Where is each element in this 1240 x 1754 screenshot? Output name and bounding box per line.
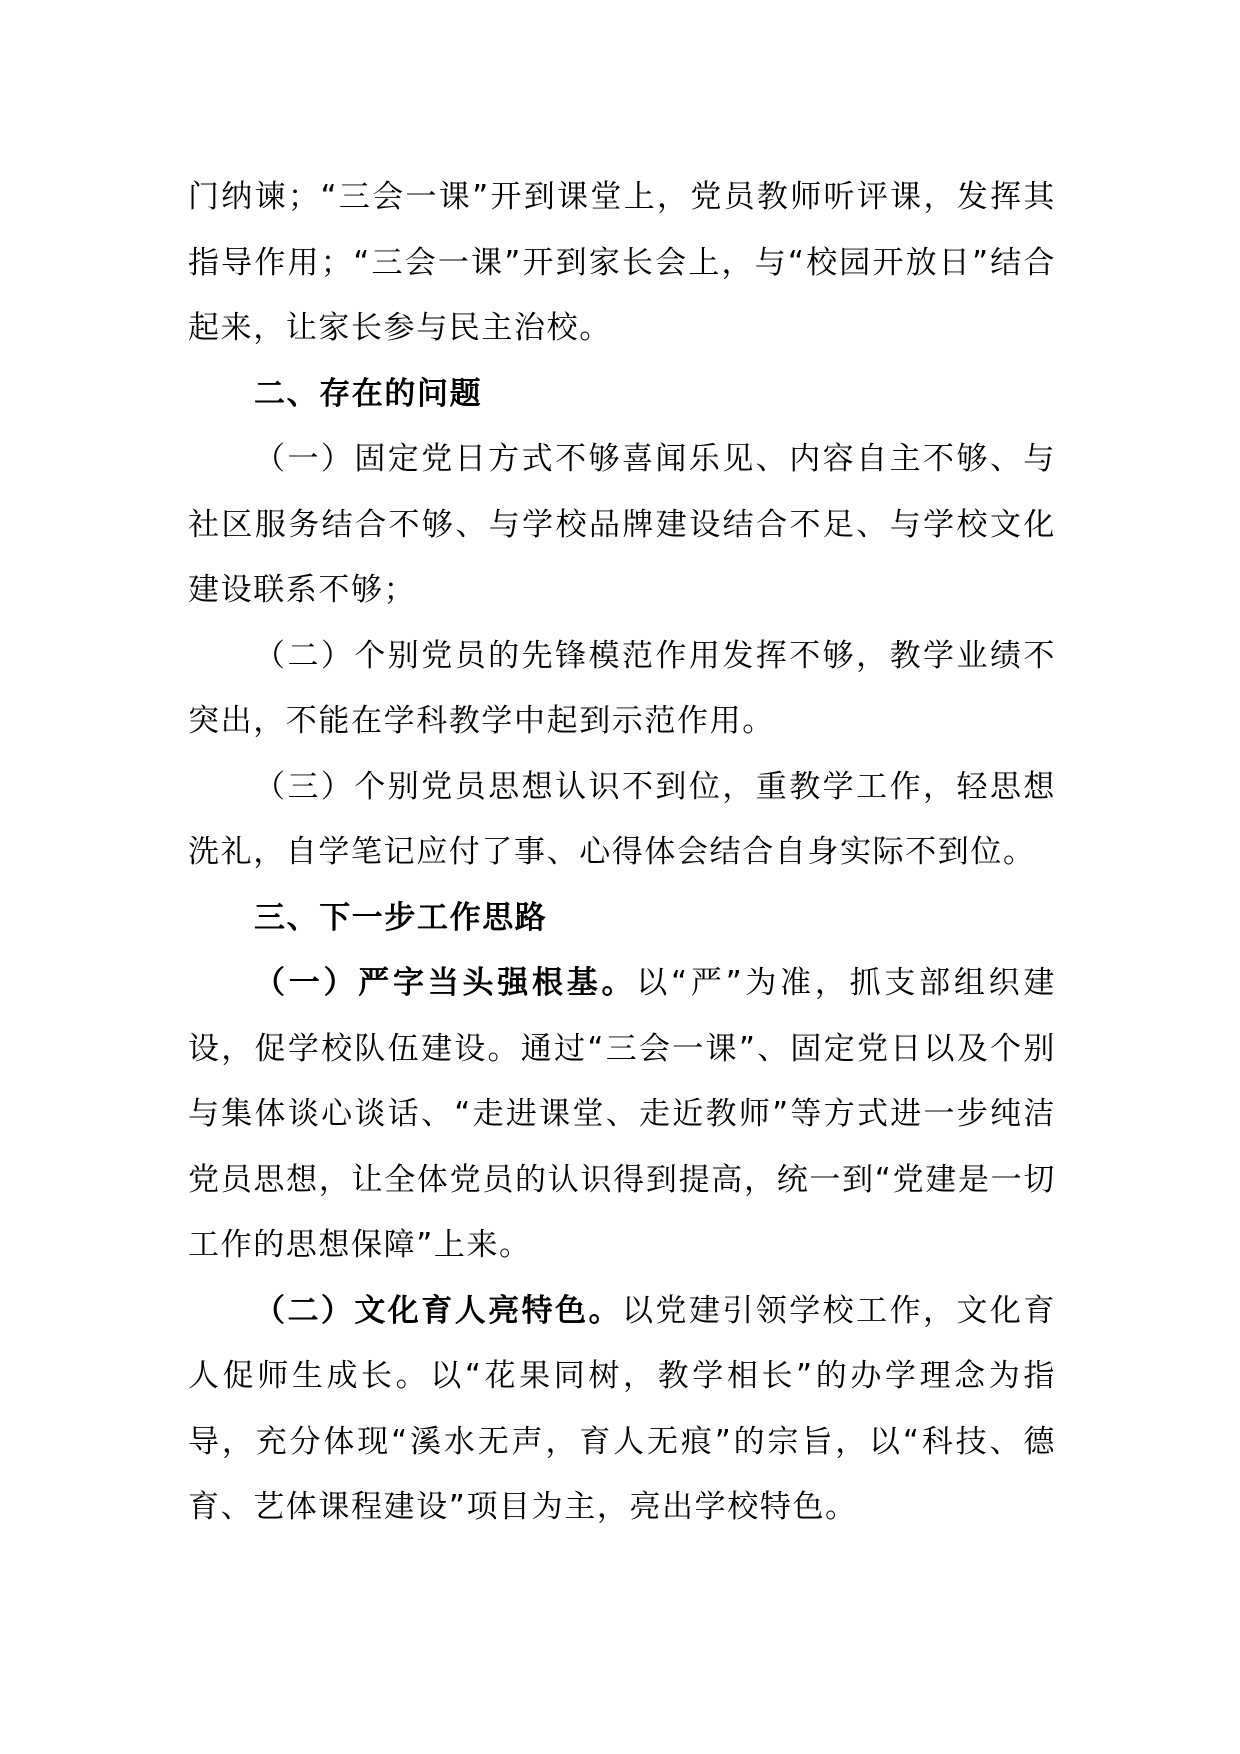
section-heading-problems: 二、存在的问题 <box>254 375 483 412</box>
paragraph-problem-1: （一）固定党日方式不够喜闻乐见、内容自主不够、与社区服务结合不够、与学校品牌建设结合不足、与学校文化建设联系不够； <box>188 441 1056 608</box>
paragraph-next-step-2 <box>188 1279 1056 1541</box>
section-heading-next-steps: 三、下一步工作思路 <box>254 899 548 936</box>
paragraph-continued: 门纳谏；“三会一课”开到课堂上，党员教师听评课，发挥其指导作用；“三会一课”开到家长会上，与“校园开放日”结合起来，让家长参与民主治校。 <box>188 179 1056 346</box>
paragraph-problem-2: （二）个别党员的先锋模范作用发挥不够，教学业绩不突出，不能在学科教学中起到示范作用。 <box>188 637 1056 739</box>
paragraph-body-text: 以“严”为准，抓支部组织建设，促学校队伍建设。通过“三会一课”、固定党日以及个别与集体谈心谈话、“走进课堂、走近教师”等方式进一步纯洁党员思想，让全体党员的认识得到提高，统一到“党建是一切工作的思想保障”上来。 <box>188 965 1056 1263</box>
document-body <box>188 165 1056 1541</box>
paragraph-problem-3: （三）个别党员思想认识不到位，重教学工作，轻思想洗礼，自学笔记应付了事、心得体会结合自身实际不到位。 <box>188 768 1056 870</box>
paragraph-lead-title: （一）严字当头强根基。 <box>254 965 637 1001</box>
paragraph-next-step-1 <box>188 951 1056 1279</box>
paragraph-lead-title: （二）文化育人亮特色。 <box>254 1292 622 1329</box>
paragraph-body-text: 以党建引领学校工作，文化育人促师生成长。以“花果同树，教学相长”的办学理念为指导，充分体现“溪水无声，育人无痕”的宗旨，以“科技、德育、艺体课程建设”项目为主，亮出学校特色。 <box>188 1292 1056 1525</box>
